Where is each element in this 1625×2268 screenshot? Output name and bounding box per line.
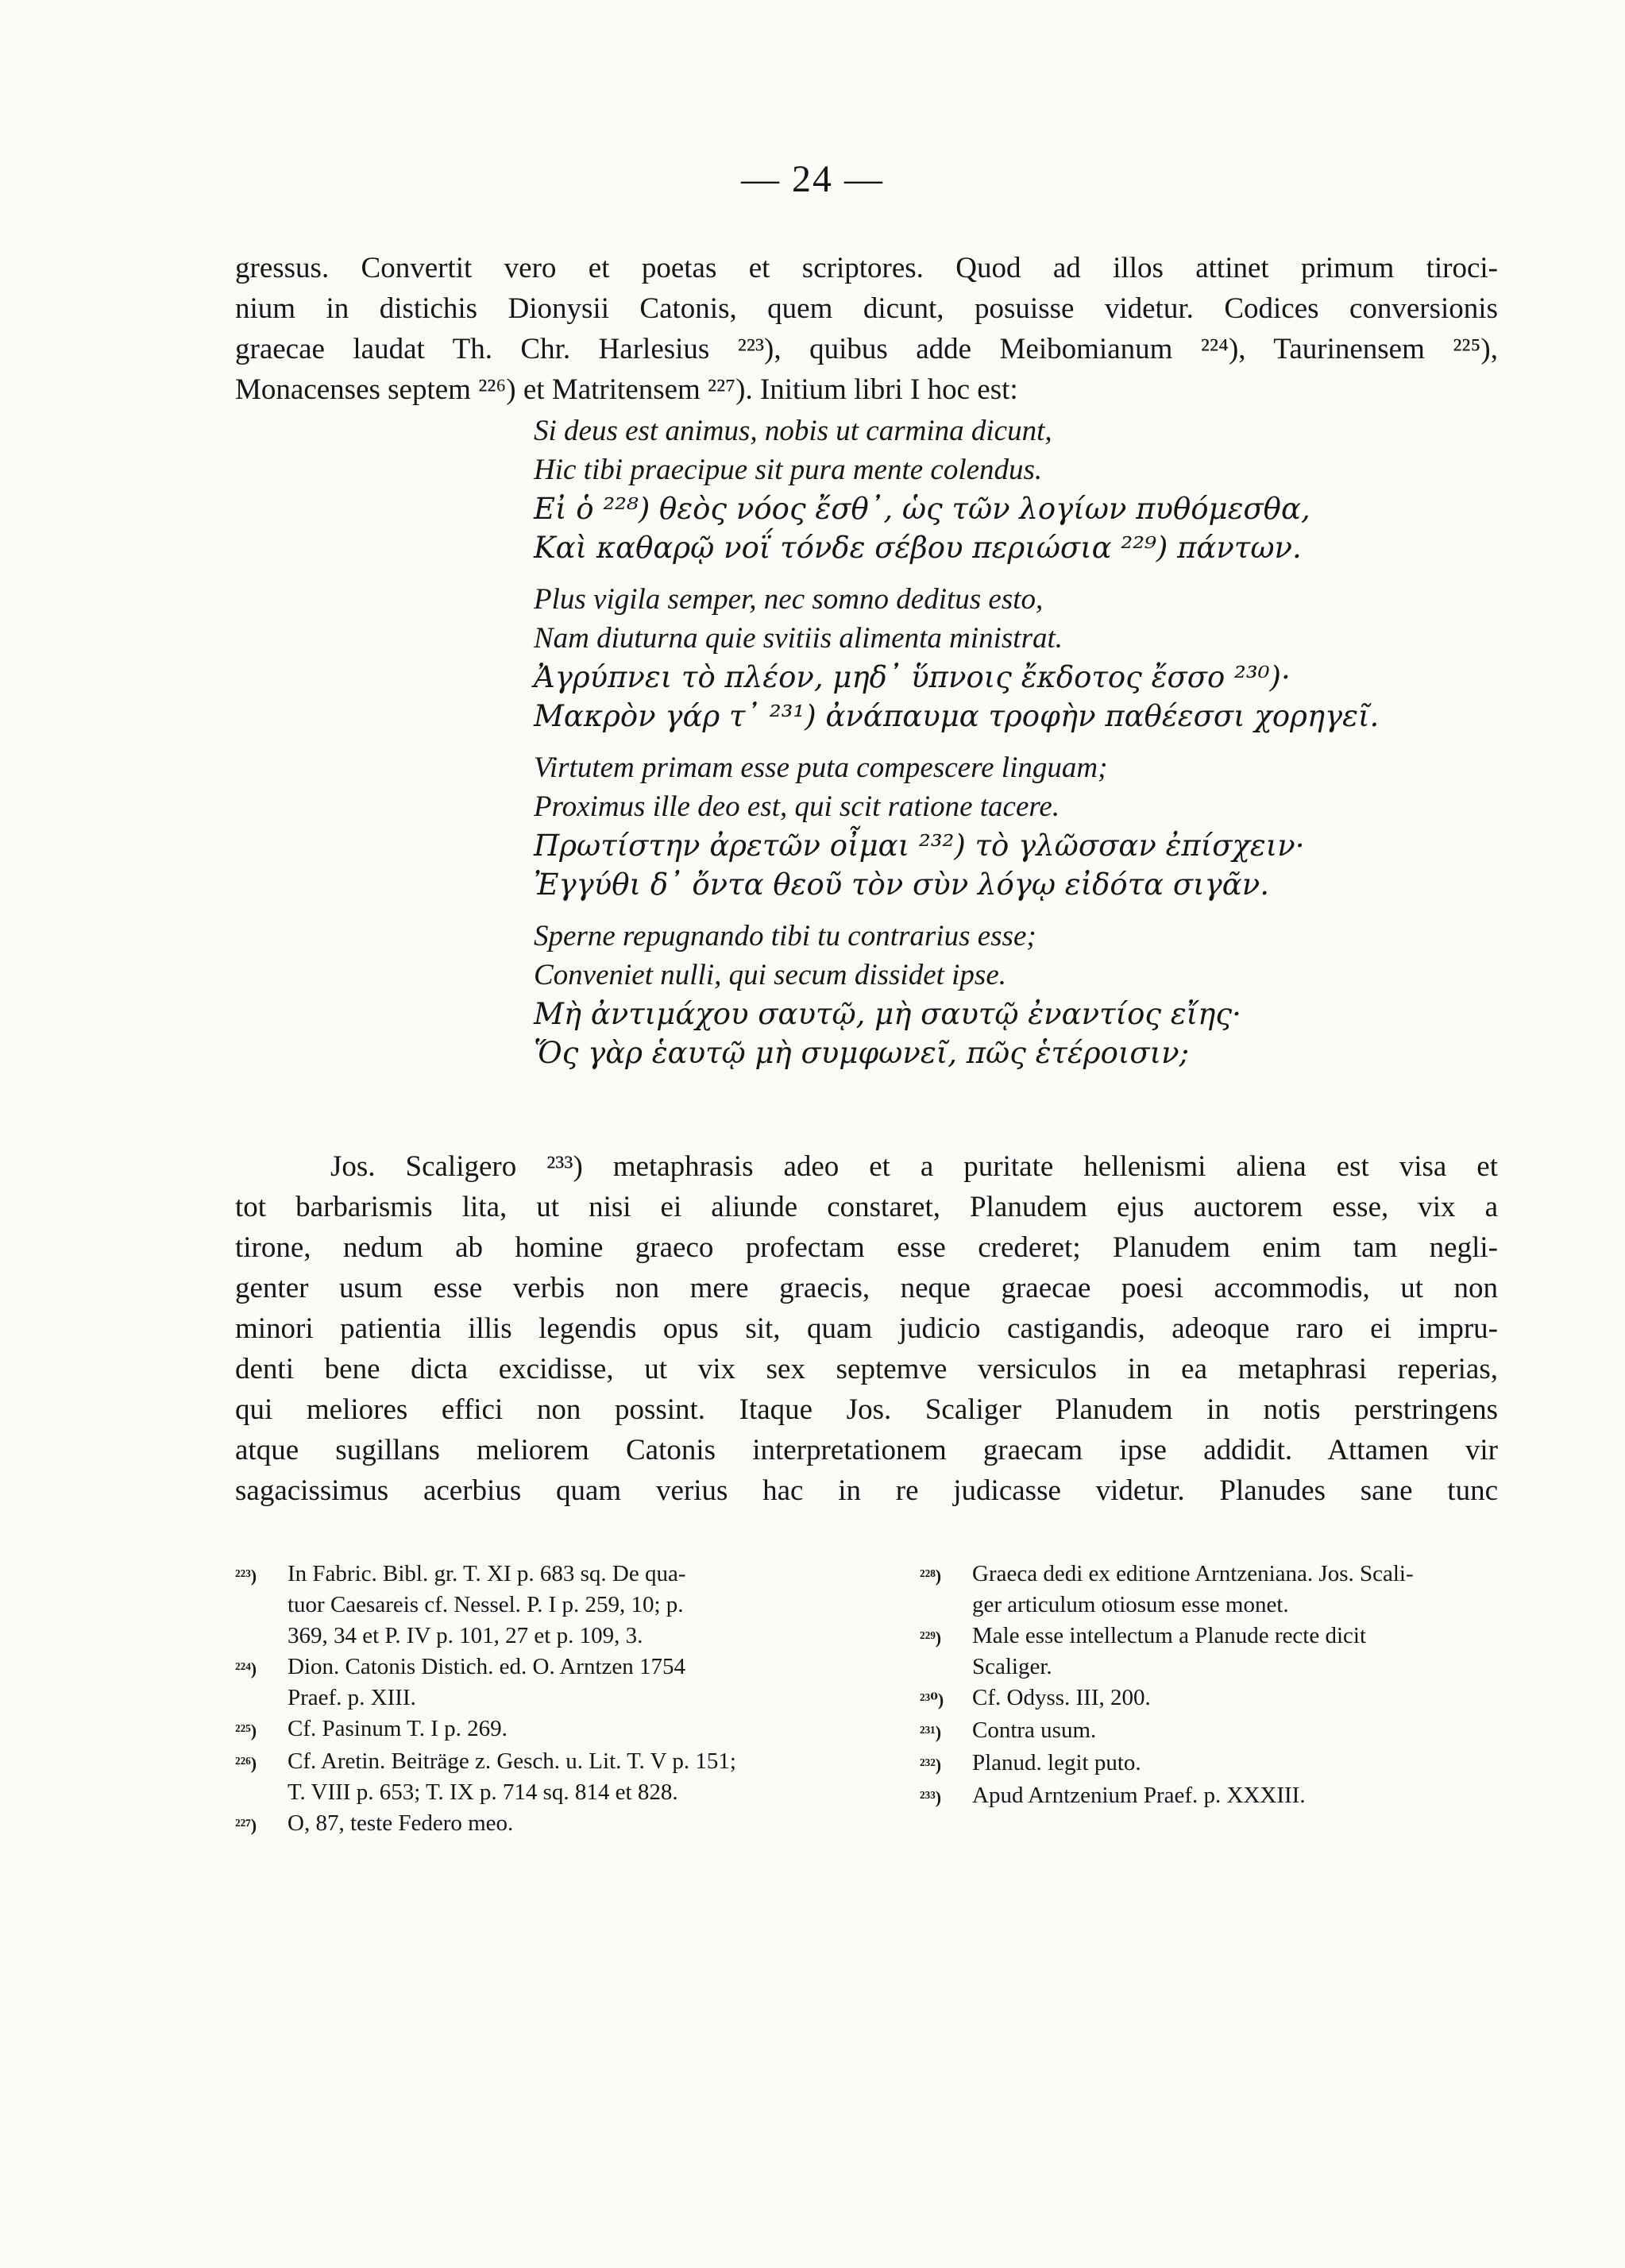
footnote-text: Graeca dedi ex editione Arntzeniana. Jos. Scali- <box>972 1561 1414 1586</box>
text-line: tirone, nedum ab homine graeco profectam esse crederet; Planudem enim tam negli- <box>235 1231 1498 1264</box>
footnote <box>920 1715 1507 1748</box>
page-number: — 24 — <box>741 158 884 200</box>
latin-verse: Nam diuturna quie svitiis alimenta ministrat. <box>534 622 1063 655</box>
verse-block <box>534 411 1447 1085</box>
stanza-2 <box>534 580 1447 736</box>
footnote-text: Praef. p. XIII. <box>288 1685 416 1710</box>
footnote <box>235 1652 886 1714</box>
footnote <box>235 1746 886 1808</box>
greek-verse: Ἐγγύθι δ᾽ ὄντα θεοῦ τὸν σὺν λόγῳ εἰδότα σιγᾶν. <box>534 867 1270 902</box>
footnote-text: Cf. Pasinum T. I p. 269. <box>288 1716 508 1741</box>
greek-verse: Μὴ ἀντιμάχου σαυτῷ, μὴ σαυτῷ ἐναντίος εἴης· <box>534 997 1241 1031</box>
footnote-text: Scaliger. <box>972 1654 1052 1679</box>
footnote-text: Dion. Catonis Distich. ed. O. Arntzen 1754 <box>288 1654 686 1679</box>
stanza-4 <box>534 917 1447 1072</box>
footnote-number: ²²⁵) <box>235 1721 257 1741</box>
footnote-number: ²³⁰) <box>920 1690 944 1710</box>
latin-verse: Virtutem primam esse puta compescere linguam; <box>534 751 1108 784</box>
footnote-number: ²²⁸) <box>920 1566 942 1586</box>
footnote-text: Male esse intellectum a Planude recte dicit <box>972 1623 1367 1648</box>
stanza-1 <box>534 411 1447 567</box>
footnote-number: ²²⁷) <box>235 1815 257 1835</box>
text-line: Jos. Scaligero ²³³) metaphrasis adeo et a puritate hellenismi aliena est visa et <box>330 1150 1498 1183</box>
text-line: tot barbarismis lita, ut nisi ei aliunde constaret, Planudem ejus auctorem esse, vix a <box>235 1191 1498 1223</box>
text-line: qui meliores effici non possint. Itaque Jos. Scaliger Planudem in notis perstringens <box>235 1393 1498 1426</box>
text-line: minori patientia illis legendis opus sit, quam judicio castigandis, adeoque raro ei impru- <box>235 1312 1498 1345</box>
footnote-number: ²²⁶) <box>235 1753 257 1773</box>
footnote-text: Planud. legit puto. <box>972 1750 1141 1775</box>
latin-verse: Sperne repugnando tibi tu contrarius esse; <box>534 920 1036 952</box>
latin-verse: Plus vigila semper, nec somno deditus esto, <box>534 583 1044 616</box>
footnote <box>920 1683 1507 1715</box>
text-line: atque sugillans meliorem Catonis interpretationem graecam ipse addidit. Attamen vir <box>235 1434 1498 1466</box>
footnotes-right-column <box>920 1559 1507 1813</box>
footnote <box>920 1780 1507 1813</box>
text-line: nium in distichis Dionysii Catonis, quem dicunt, posuisse videtur. Codices conversionis <box>235 292 1498 325</box>
footnote-text: Cf. Odyss. III, 200. <box>972 1685 1151 1710</box>
footnote <box>235 1559 886 1652</box>
stanza-3 <box>534 748 1447 904</box>
footnote-number: ²³²) <box>920 1755 942 1775</box>
footnotes-left-column <box>235 1559 886 1841</box>
footnote-number: ²²⁴) <box>235 1659 257 1679</box>
greek-verse: Καὶ καθαρῷ νοΐ τόνδε σέβου περιώσια ²²⁹) πάντων. <box>534 531 1302 565</box>
greek-verse: Πρωτίστην ἀρετῶν οἶμαι ²³²) τὸ γλῶσσαν ἐπίσχειν· <box>534 829 1305 863</box>
text-line: gressus. Convertit vero et poetas et scriptores. Quod ad illos attinet primum tiroci- <box>235 252 1498 284</box>
latin-verse: Hic tibi praecipue sit pura mente colendus. <box>534 454 1043 486</box>
text-line: Monacenses septem ²²⁶) et Matritensem ²²⁷). Initium libri I hoc est: <box>235 373 1018 406</box>
footnote-number: ²³³) <box>920 1787 942 1807</box>
latin-verse: Conveniet nulli, qui secum dissidet ipse. <box>534 959 1006 991</box>
footnote <box>235 1808 886 1841</box>
greek-verse: Ἀγρύπνει τὸ πλέον, μηδ᾽ ὕπνοις ἔκδοτος ἔσσο ²³⁰)· <box>534 660 1291 694</box>
intro-paragraph <box>235 248 1498 410</box>
footnote <box>235 1714 886 1746</box>
footnote-text: Cf. Aretin. Beiträge z. Gesch. u. Lit. T. V p. 151; <box>288 1748 736 1774</box>
text-line: sagacissimus acerbius quam verius hac in re judicasse videtur. Planudes sane tunc <box>235 1474 1498 1507</box>
text-line: graecae laudat Th. Chr. Harlesius ²²³), quibus adde Meibomianum ²²⁴), Taurinensem ²²⁵), <box>235 333 1498 365</box>
footnote <box>920 1559 1507 1621</box>
latin-verse: Proximus ille deo est, qui scit ratione tacere. <box>534 790 1060 823</box>
footnote-text: 369, 34 et P. IV p. 101, 27 et p. 109, 3. <box>288 1623 643 1648</box>
text-line: genter usum esse verbis non mere graecis, neque graecae poesi accommodis, ut non <box>235 1272 1498 1304</box>
footnote-text: O, 87, teste Federo meo. <box>288 1810 514 1836</box>
footnote <box>920 1748 1507 1780</box>
latin-verse: Si deus est animus, nobis ut carmina dicunt, <box>534 415 1052 447</box>
footnote-number: ²²³) <box>235 1566 257 1586</box>
footnote-text: tuor Caesareis cf. Nessel. P. I p. 259, 10; p. <box>288 1592 684 1617</box>
text-line: denti bene dicta excidisse, ut vix sex septemve versiculos in ea metaphrasi reperias, <box>235 1353 1498 1385</box>
footnote-text: ger articulum otiosum esse monet. <box>972 1592 1289 1617</box>
footnote-number: ²²⁹) <box>920 1628 942 1648</box>
greek-verse: Ὅς γὰρ ἑαυτῷ μὴ συμφωνεῖ, πῶς ἑτέροισιν; <box>534 1036 1190 1070</box>
footnote-text: Apud Arntzenium Praef. p. XXXIII. <box>972 1783 1306 1808</box>
footnote-number: ²³¹) <box>920 1722 942 1742</box>
footnote-text: In Fabric. Bibl. gr. T. XI p. 683 sq. De qua- <box>288 1561 686 1586</box>
greek-verse: Μακρὸν γάρ τ᾽ ²³¹) ἀνάπαυμα τροφὴν παθέεσσι χορηγεῖ. <box>534 699 1380 733</box>
greek-verse: Εἰ ὁ ²²⁸) θεὸς νόος ἔσθ᾽, ὡς τῶν λογίων πυθόμεσθα, <box>534 492 1310 526</box>
footnote-text: T. VIII p. 653; T. IX p. 714 sq. 814 et 828. <box>288 1779 678 1805</box>
footnote <box>920 1621 1507 1683</box>
footnote-text: Contra usum. <box>972 1717 1097 1743</box>
main-paragraph <box>235 1146 1498 1511</box>
